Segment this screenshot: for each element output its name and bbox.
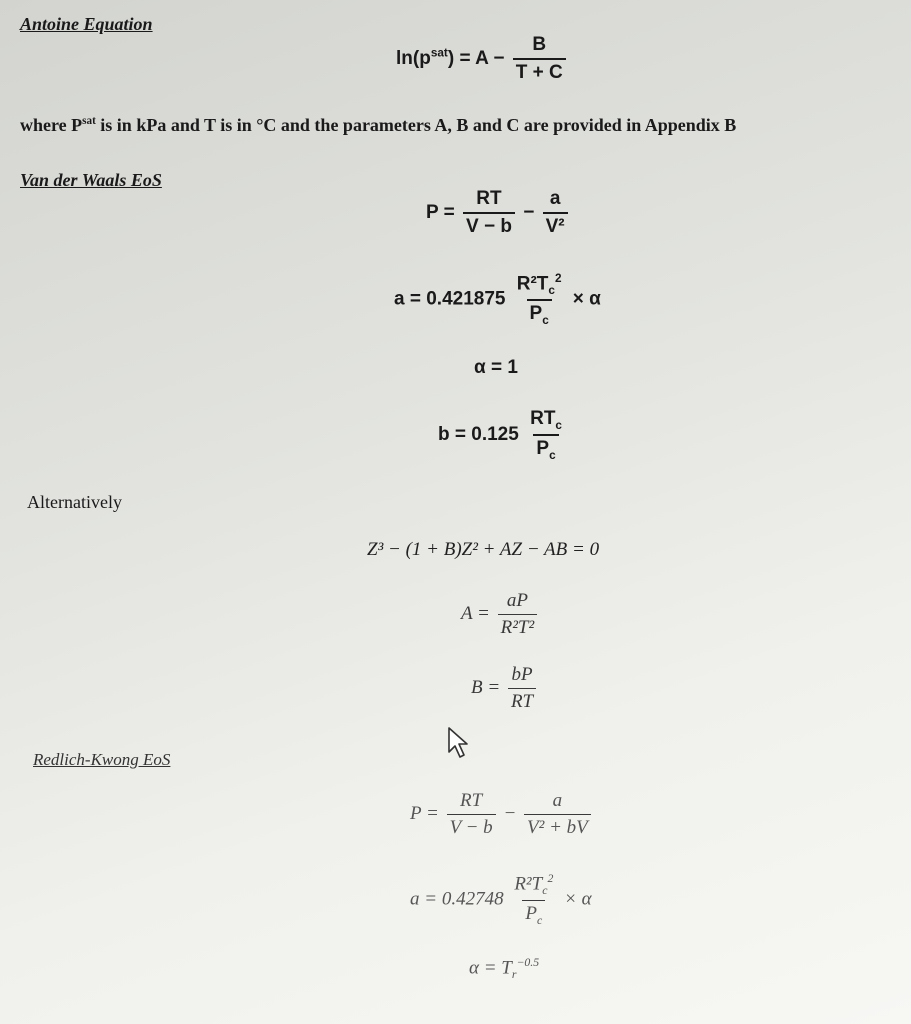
rk-eq2-tail: × α [564,888,592,910]
A-den: R²T² [498,614,538,639]
A-num: aP [506,590,528,611]
rk-eq2-frac [511,872,556,928]
note-post: is in kPa and T is in °C and the parameters A, B and C are provided in Appendix B [95,115,737,135]
vdw-eq2-den [527,299,552,327]
rk-eq1-num2: a [552,790,563,811]
vdw-eq4-num [527,408,565,434]
vdw-eq4-lhs: b = 0.125 [438,423,519,445]
vdw-eq2-frac [514,272,565,327]
rk-eq2-num [511,872,556,900]
mouse-pointer-icon [446,726,472,760]
rk-eq1-frac1 [447,790,496,839]
antoine-fraction [513,34,566,84]
vdw-eq4-den-sub: c [549,448,556,462]
vdw-eq1-lhs: P = [426,202,455,224]
rk-a-equation [410,872,592,928]
rk-eq1-den2: V² + bV [524,814,591,839]
rk-pressure-equation [410,790,594,839]
vdw-eq2-num-sub: c [548,284,555,298]
note-pre: where P [20,115,83,135]
antoine-heading: Antoine Equation [20,14,153,34]
A-lhs: A = [461,602,490,624]
vdw-eq4-num-sub: c [555,418,562,432]
antoine-note [20,115,736,136]
rk-eq3-lhs: α = T [469,957,512,979]
rk-eq2-num-sub: c [542,884,548,898]
vdw-eq4-den-main: P [536,437,550,459]
rk-eq1-frac2 [524,790,591,839]
rk-eq2-num-sup: 2 [547,872,554,885]
rk-eq2-den-main: P [525,903,538,925]
antoine-lhs: ln(p [396,48,431,70]
antoine-denominator: T + C [513,58,566,84]
vdw-eq2-num-main: R²T [516,273,549,295]
vdw-eq1-num1: RT [476,188,502,209]
vdw-eq4-den [533,434,558,462]
vdw-eq4-num-main: RT [530,408,556,429]
B-num: bP [511,664,533,685]
vdw-eq1-den2: V² [543,212,568,238]
rk-eq3-sub: r [511,968,517,982]
note-sup: sat [82,115,96,127]
vdw-b-equation [438,408,568,462]
antoine-lhs-tail: ) = A − [447,48,505,70]
alternatively-label: Alternatively [27,492,122,512]
rk-eq2-num-main: R²T [514,873,543,895]
vdw-eq1-frac2 [543,188,568,238]
rk-eq1-num1: RT [460,790,483,811]
rk-eq1-minus: − [503,802,517,824]
vdw-eq4-frac [527,408,565,462]
rk-eq1-den1: V − b [447,814,496,839]
rk-eq2-lhs: a = 0.42748 [410,888,504,910]
B-lhs: B = [471,676,501,698]
vdw-eq2-lhs: a = 0.421875 [394,288,506,310]
vdw-eq2-num [514,272,565,299]
rk-eq2-den-sub: c [537,913,543,927]
cubic-equation: Z³ − (1 + B)Z² + AZ − AB = 0 [367,539,600,560]
vdw-eq2-tail: × α [572,288,601,310]
A-equation [461,590,540,639]
antoine-numerator: B [532,34,547,55]
vdw-heading: Van der Waals EoS [20,170,162,190]
vdw-eq1-den1: V − b [463,212,515,238]
B-den: RT [508,688,536,713]
B-equation [471,664,539,713]
rk-heading: Redlich-Kwong EoS [33,750,171,769]
vdw-eq2-num-sup: 2 [554,272,562,285]
antoine-lhs-sup: sat [430,46,448,60]
antoine-equation [396,34,569,84]
vdw-a-equation [394,272,601,327]
vdw-eq1-frac1 [463,188,515,238]
vdw-pressure-equation [426,188,571,238]
vdw-eq2-den-main: P [529,303,543,325]
B-frac [508,664,536,713]
rk-eq3-sup: −0.5 [516,956,540,969]
vdw-eq2-den-sub: c [542,313,549,327]
A-frac [498,590,538,639]
rk-eq1-lhs: P = [410,802,439,824]
vdw-eq1-num2: a [549,188,561,209]
vdw-alpha-equation: α = 1 [474,357,518,378]
rk-alpha-equation [469,956,539,982]
rk-eq2-den [522,900,545,928]
vdw-eq1-minus: − [523,202,535,224]
